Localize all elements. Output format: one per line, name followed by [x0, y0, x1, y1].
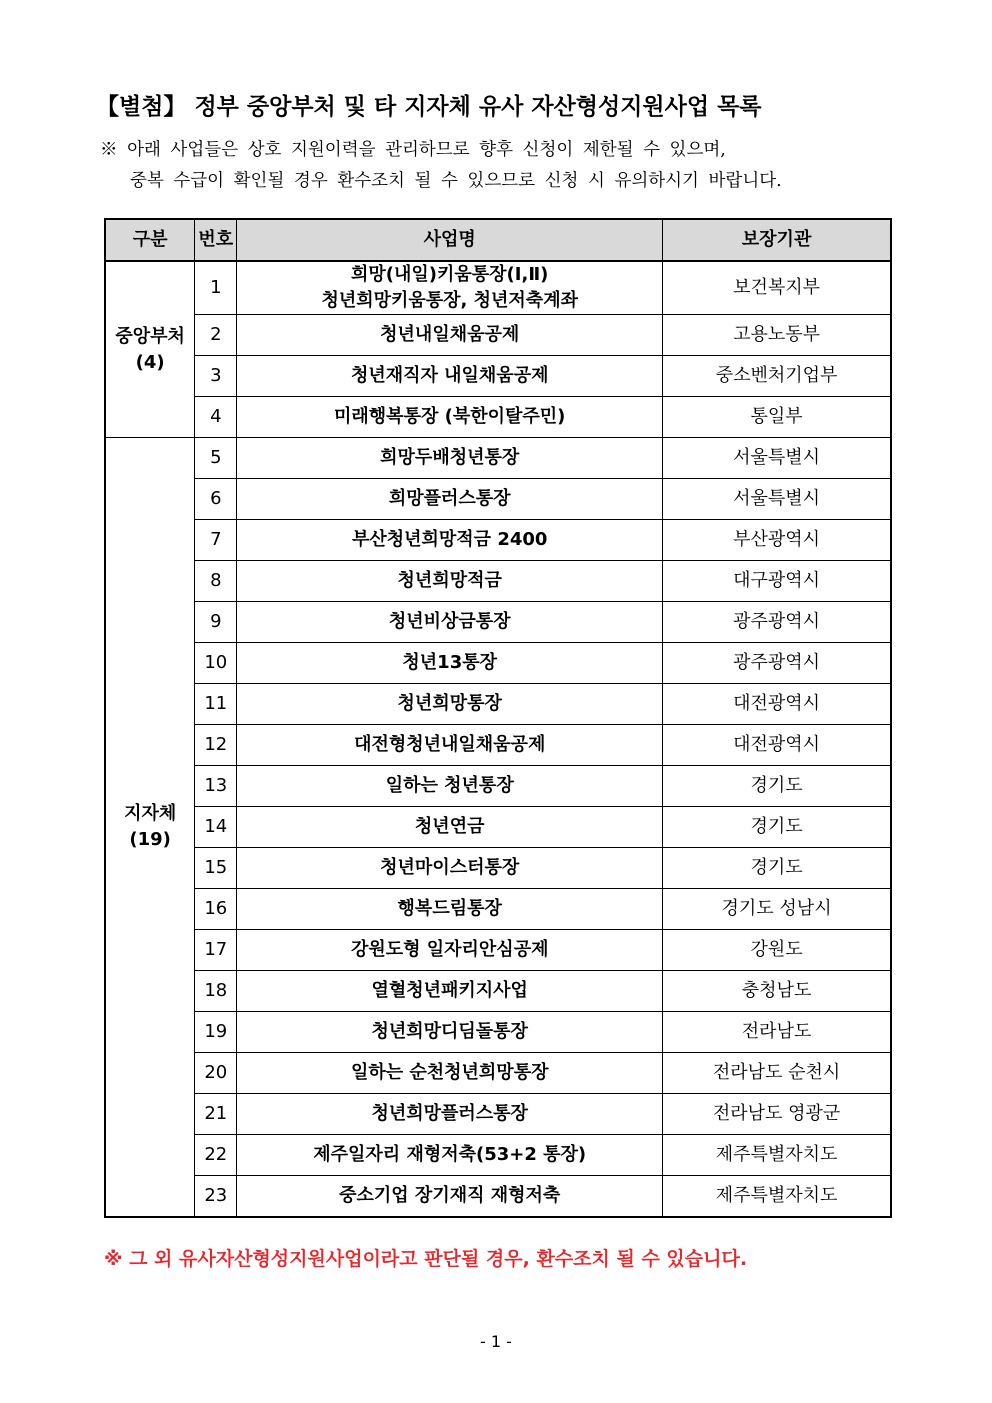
program-name: 청년희망통장 — [237, 684, 663, 725]
table-row — [105, 1012, 891, 1053]
program-name: 청년희망디딤돌통장 — [237, 1012, 663, 1053]
program-name — [237, 261, 663, 315]
table-row — [105, 356, 891, 397]
program-name: 청년연금 — [237, 807, 663, 848]
table-row — [105, 643, 891, 684]
agency: 보건복지부 — [663, 261, 891, 315]
row-number: 5 — [195, 438, 237, 479]
program-name: 행복드림통장 — [237, 889, 663, 930]
table-row — [105, 930, 891, 971]
row-number: 7 — [195, 520, 237, 561]
row-number: 3 — [195, 356, 237, 397]
table-row — [105, 971, 891, 1012]
row-number: 13 — [195, 766, 237, 807]
table-row — [105, 684, 891, 725]
header-program-name: 사업명 — [237, 219, 663, 261]
table-row — [105, 1094, 891, 1135]
notice-text — [100, 135, 782, 197]
program-name: 청년내일채움공제 — [237, 315, 663, 356]
row-number: 20 — [195, 1053, 237, 1094]
table-row — [105, 1135, 891, 1176]
group-name: 지자체 — [124, 803, 177, 824]
group-cell-central — [105, 261, 195, 438]
table-row — [105, 889, 891, 930]
page-title: 【별첨】 정부 중앙부처 및 타 지자체 유사 자산형성지원사업 목록 — [96, 94, 762, 120]
row-number: 6 — [195, 479, 237, 520]
page-number: - 1 - — [480, 1332, 512, 1351]
table-row — [105, 848, 891, 889]
agency: 대전광역시 — [663, 725, 891, 766]
warning-note: ※ 그 외 유사자산형성지원사업이라고 판단될 경우, 환수조치 될 수 있습니다. — [104, 1248, 748, 1270]
program-name: 부산청년희망적금 2400 — [237, 520, 663, 561]
program-name: 대전형청년내일채움공제 — [237, 725, 663, 766]
agency: 경기도 — [663, 807, 891, 848]
table-row — [105, 315, 891, 356]
header-agency: 보장기관 — [663, 219, 891, 261]
table-row — [105, 807, 891, 848]
row-number: 8 — [195, 561, 237, 602]
table-header-row — [105, 219, 891, 261]
table-row — [105, 1053, 891, 1094]
row-number: 21 — [195, 1094, 237, 1135]
agency: 경기도 성남시 — [663, 889, 891, 930]
program-name: 일하는 청년통장 — [237, 766, 663, 807]
agency: 전라남도 — [663, 1012, 891, 1053]
agency: 전라남도 영광군 — [663, 1094, 891, 1135]
program-name: 제주일자리 재형저축(53+2 통장) — [237, 1135, 663, 1176]
table-row — [105, 725, 891, 766]
program-name: 미래행복통장 (북한이탈주민) — [237, 397, 663, 438]
table-row — [105, 438, 891, 479]
program-table — [104, 218, 892, 1218]
table-row — [105, 261, 891, 315]
program-name: 청년재직자 내일채움공제 — [237, 356, 663, 397]
group-count: (19) — [129, 829, 171, 850]
program-name: 일하는 순천청년희망통장 — [237, 1053, 663, 1094]
group-cell-local — [105, 438, 195, 1218]
row-number: 9 — [195, 602, 237, 643]
program-name: 희망두배청년통장 — [237, 438, 663, 479]
program-name: 열혈청년패키지사업 — [237, 971, 663, 1012]
agency: 강원도 — [663, 930, 891, 971]
agency: 광주광역시 — [663, 643, 891, 684]
table-row — [105, 520, 891, 561]
program-name-line-2: 청년희망키움통장, 청년저축계좌 — [321, 290, 578, 311]
agency: 광주광역시 — [663, 602, 891, 643]
program-name: 강원도형 일자리안심공제 — [237, 930, 663, 971]
row-number: 12 — [195, 725, 237, 766]
row-number: 23 — [195, 1176, 237, 1218]
program-name: 청년희망적금 — [237, 561, 663, 602]
row-number: 15 — [195, 848, 237, 889]
program-name: 중소기업 장기재직 재형저축 — [237, 1176, 663, 1218]
row-number: 19 — [195, 1012, 237, 1053]
agency: 중소벤처기업부 — [663, 356, 891, 397]
row-number: 16 — [195, 889, 237, 930]
row-number: 14 — [195, 807, 237, 848]
program-name: 희망플러스통장 — [237, 479, 663, 520]
agency: 경기도 — [663, 766, 891, 807]
row-number: 11 — [195, 684, 237, 725]
agency: 부산광역시 — [663, 520, 891, 561]
table-row — [105, 397, 891, 438]
agency: 고용노동부 — [663, 315, 891, 356]
table-row — [105, 561, 891, 602]
row-number: 22 — [195, 1135, 237, 1176]
agency: 서울특별시 — [663, 438, 891, 479]
agency: 제주특별자치도 — [663, 1176, 891, 1218]
agency: 서울특별시 — [663, 479, 891, 520]
notice-line-1: ※ 아래 사업들은 상호 지원이력을 관리하므로 향후 신청이 제한될 수 있으며, — [100, 140, 726, 160]
group-count: (4) — [135, 351, 165, 373]
table-row — [105, 766, 891, 807]
agency: 대구광역시 — [663, 561, 891, 602]
table-row — [105, 479, 891, 520]
agency: 제주특별자치도 — [663, 1135, 891, 1176]
table-row — [105, 602, 891, 643]
agency: 대전광역시 — [663, 684, 891, 725]
program-name: 청년희망플러스통장 — [237, 1094, 663, 1135]
agency: 경기도 — [663, 848, 891, 889]
program-name: 청년마이스터통장 — [237, 848, 663, 889]
program-name: 청년비상금통장 — [237, 602, 663, 643]
row-number: 2 — [195, 315, 237, 356]
group-name: 중앙부처 — [115, 325, 185, 347]
row-number: 18 — [195, 971, 237, 1012]
row-number: 17 — [195, 930, 237, 971]
notice-line-2: 중복 수급이 확인될 경우 환수조치 될 수 있으므로 신청 시 유의하시기 바랍니다. — [130, 171, 782, 191]
program-name-line-1: 희망(내일)키움통장(Ⅰ,Ⅱ) — [351, 264, 549, 285]
header-category: 구분 — [105, 219, 195, 261]
agency: 전라남도 순천시 — [663, 1053, 891, 1094]
row-number: 4 — [195, 397, 237, 438]
row-number: 10 — [195, 643, 237, 684]
agency: 충청남도 — [663, 971, 891, 1012]
table-row — [105, 1176, 891, 1218]
header-number: 번호 — [195, 219, 237, 261]
row-number: 1 — [195, 261, 237, 315]
agency: 통일부 — [663, 397, 891, 438]
program-name: 청년13통장 — [237, 643, 663, 684]
